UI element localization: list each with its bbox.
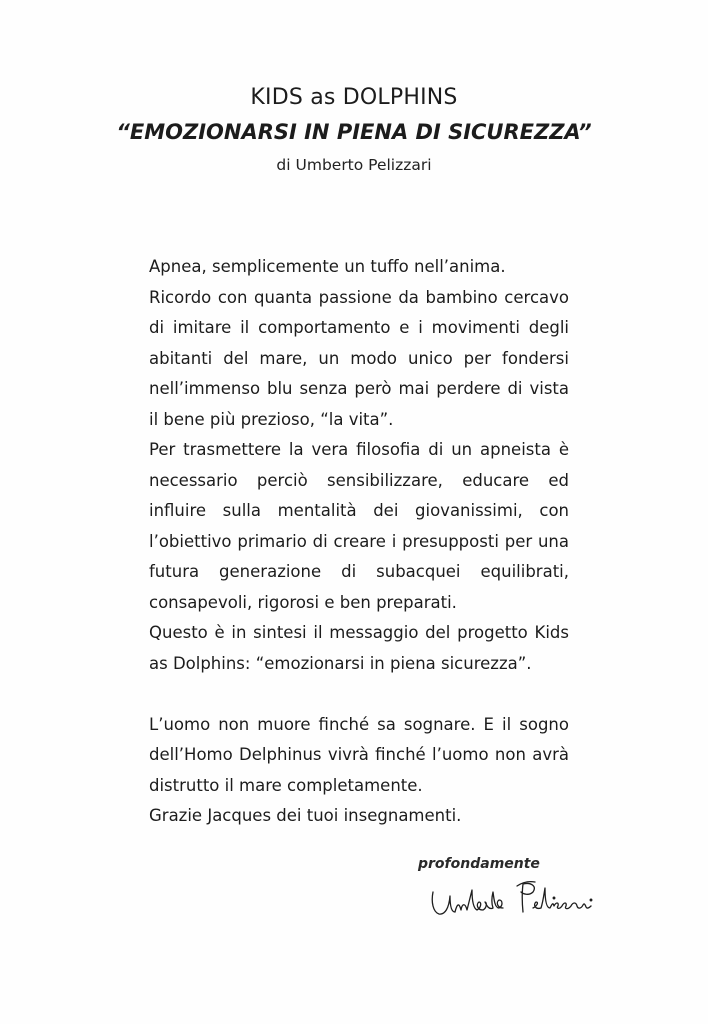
document-subtitle: “EMOZIONARSI IN PIENA DI SICUREZZA”: [116, 120, 592, 144]
author-byline: di Umberto Pelizzari: [276, 156, 432, 174]
paragraph-1: Apnea, semplicemente un tuffo nell’anima.: [149, 257, 506, 276]
paragraph-6: Grazie Jacques dei tuoi insegnamenti.: [149, 806, 462, 825]
paragraph-3: Per trasmettere la vera filosofia di un apneista è necessario perciò sensibilizzare, educare ed influire sulla mentalità dei giovanissimi, con l’obiettivo primario di creare i presupposti per una futura generazione di subacquei equilibrati, consapevoli, rigorosi e ben preparati.: [149, 440, 569, 612]
letter-body: [149, 252, 569, 832]
closing-word: profondamente: [418, 856, 540, 872]
paragraph-2: Ricordo con quanta passione da bambino cercavo di imitare il comportamento e i movimenti degli abitanti del mare, un modo unico per fondersi nell’immenso blu senza però mai perdere di vista il bene più prezioso, “la vita”.: [149, 287, 569, 429]
signature-drawing: [425, 872, 605, 932]
paragraph-4: Questo è in sintesi il messaggio del progetto Kids as Dolphins: “emozionarsi in piena sicurezza”.: [149, 623, 569, 673]
paragraph-gap: [149, 679, 569, 710]
handwritten-signature: [425, 872, 605, 932]
document-title: KIDS as DOLPHINS: [250, 85, 458, 110]
paragraph-5: L’uomo non muore finché sa sognare. E il sogno dell’Homo Delphinus vivrà finché l’uomo non avrà distrutto il mare completamente.: [149, 714, 569, 795]
